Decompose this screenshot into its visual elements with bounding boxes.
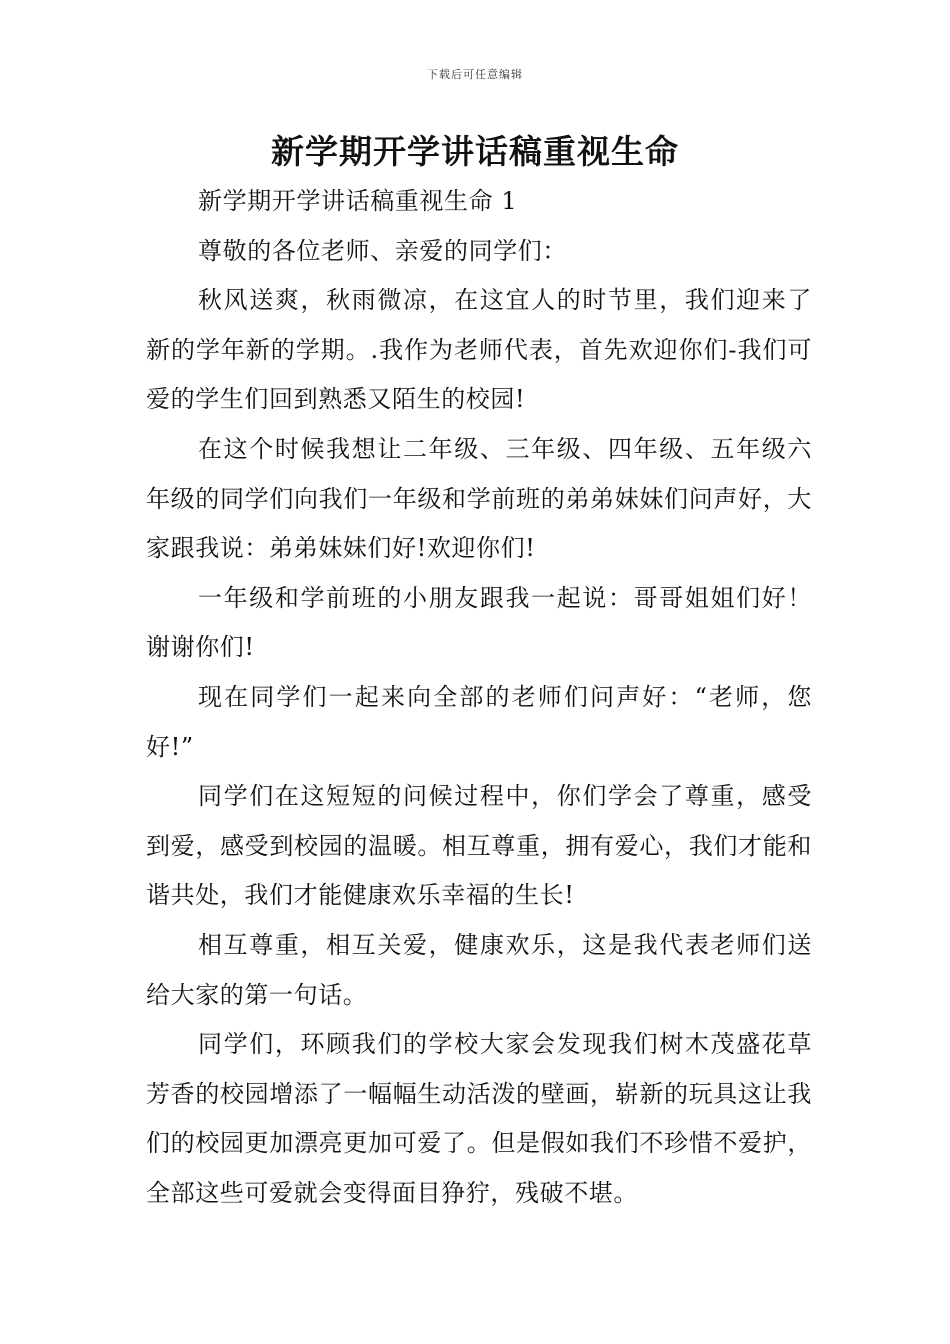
document-title: 新学期开学讲话稿重视生命 <box>271 132 679 171</box>
paragraph: 相互尊重，相互关爱，健康欢乐，这是我代表老师们送给大家的第一句话。 <box>146 930 812 1009</box>
paragraph: 同学们，环顾我们的学校大家会发现我们树木茂盛花草芳香的校园增添了一幅幅生动活泼的壁画，崭新的玩具这让我们的校园更加漂亮更加可爱了。但是假如我们不珍惜不爱护，全部这些可爱就会变得面目狰狞，残破不堪。 <box>146 1030 812 1207</box>
paragraph: 在这个时候我想让二年级、三年级、四年级、五年级六年级的同学们向我们一年级和学前班的弟弟妹妹们问声好，大家跟我说：弟弟妹妹们好!欢迎你们! <box>146 434 812 563</box>
document-body <box>146 177 812 1218</box>
paragraph: 秋风送爽，秋雨微凉，在这宜人的时节里，我们迎来了新的学年新的学期。.我作为老师代表，首先欢迎你们-我们可爱的学生们回到熟悉又陌生的校园! <box>146 286 812 414</box>
paragraph: 同学们在这短短的问候过程中，你们学会了尊重，感受到爱，感受到校园的温暖。相互尊重，拥有爱心，我们才能和谐共处，我们才能健康欢乐幸福的生长! <box>146 782 812 910</box>
paragraph-salutation: 尊敬的各位老师、亲爱的同学们： <box>198 236 567 265</box>
paragraph: 现在同学们一起来向全部的老师们问声好：“老师，您好!” <box>146 682 812 761</box>
header-note: 下载后可任意编辑 <box>427 68 523 81</box>
paragraph: 一年级和学前班的小朋友跟我一起说：哥哥姐姐们好！谢谢你们! <box>146 583 812 662</box>
paragraph-subtitle: 新学期开学讲话稿重视生命 1 <box>198 187 518 215</box>
